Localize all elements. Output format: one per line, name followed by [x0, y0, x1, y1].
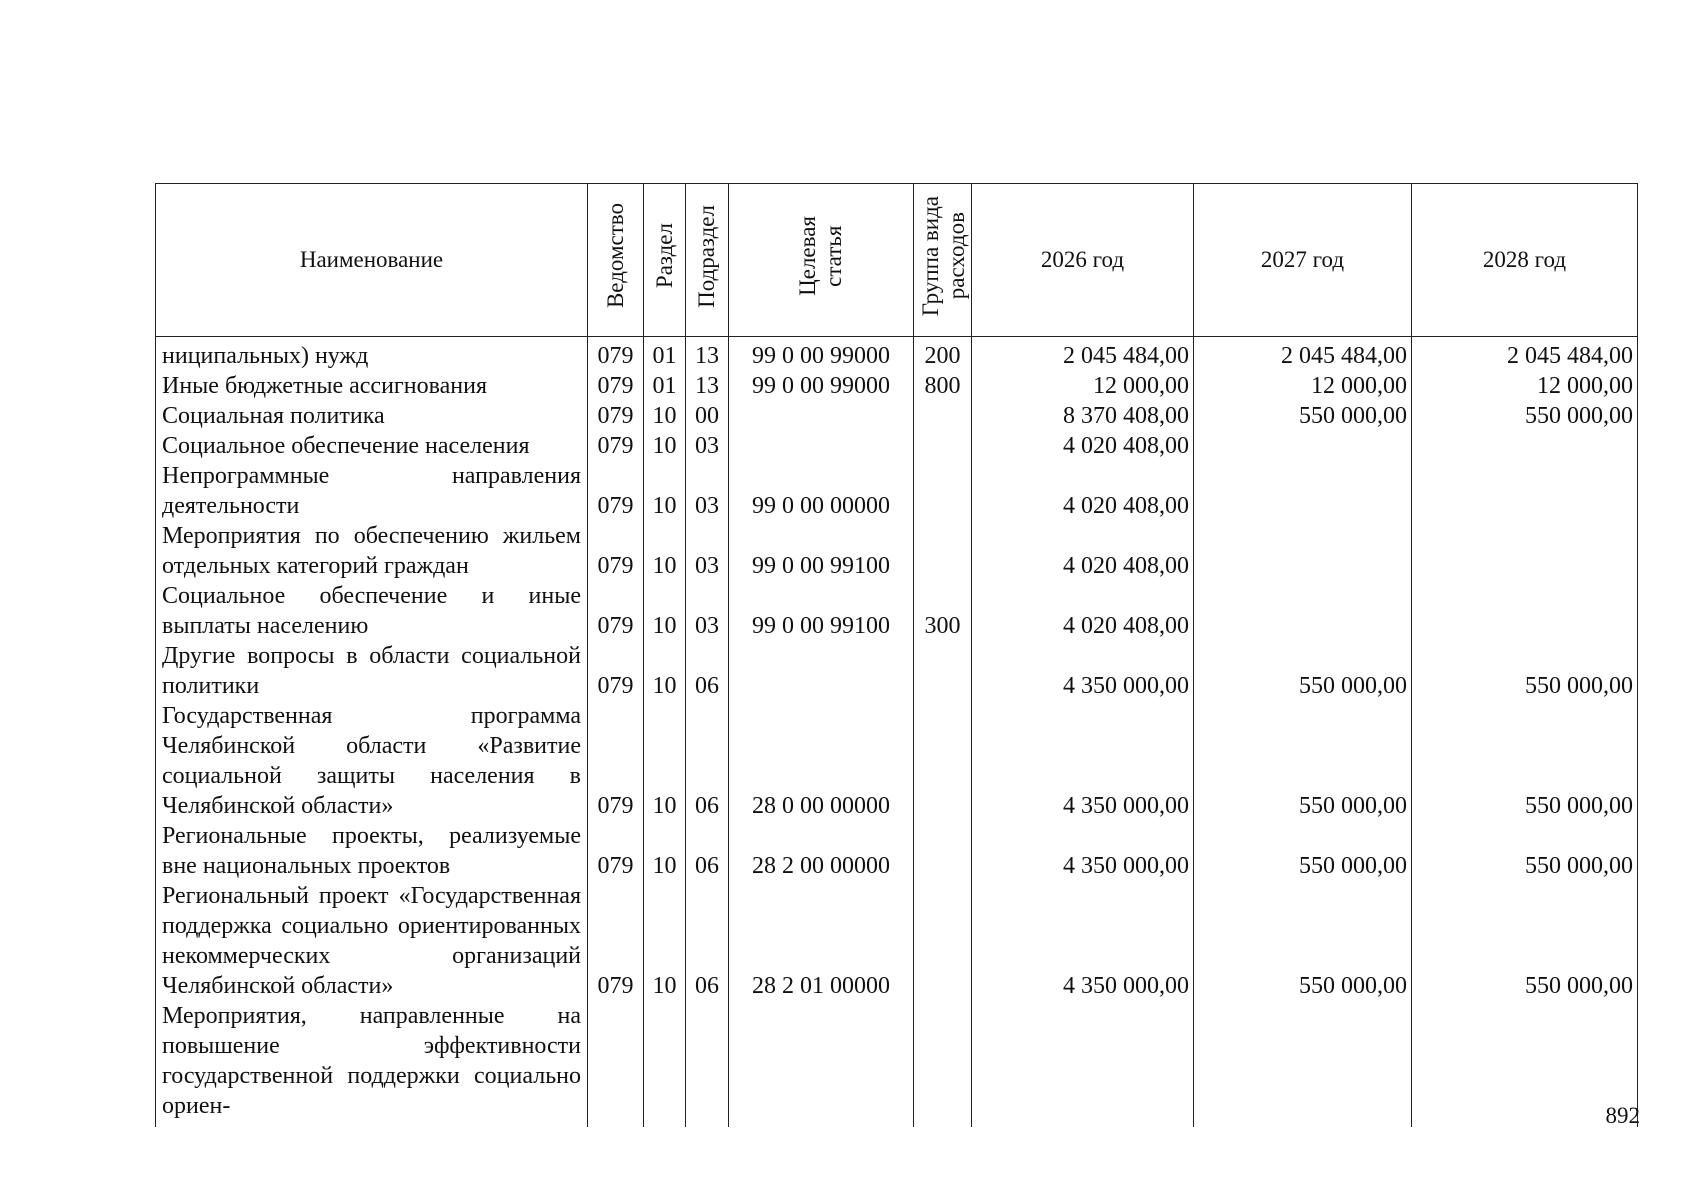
- row-target: 28 2 00 00000: [729, 821, 914, 881]
- row-target: 99 0 00 99000: [729, 337, 914, 372]
- row-razdel: 10: [644, 401, 686, 431]
- row-2026: 8 370 408,00: [972, 401, 1194, 431]
- row-vedomstvo: 079: [588, 881, 644, 1001]
- row-group: 300: [914, 581, 972, 641]
- row-name: Мероприятия по обеспечению жильем отдельных категорий граждан: [156, 521, 588, 581]
- row-2026: 4 350 000,00: [972, 641, 1194, 701]
- header-target-line1: Целевая: [795, 216, 820, 296]
- header-razdel: [644, 184, 686, 337]
- row-vedomstvo: 079: [588, 431, 644, 461]
- row-vedomstvo: 079: [588, 581, 644, 641]
- row-vedomstvo: [588, 1001, 644, 1127]
- row-vedomstvo: 079: [588, 401, 644, 431]
- budget-table: [155, 183, 1638, 1127]
- header-vedomstvo: [588, 184, 644, 337]
- row-podrazdel: 06: [686, 881, 729, 1001]
- row-podrazdel: 06: [686, 821, 729, 881]
- row-podrazdel: 13: [686, 337, 729, 372]
- row-vedomstvo: 079: [588, 521, 644, 581]
- table-row: [156, 641, 1638, 701]
- row-group: 800: [914, 371, 972, 401]
- row-2027: [1194, 581, 1412, 641]
- row-2028: 550 000,00: [1412, 641, 1638, 701]
- row-podrazdel: 03: [686, 521, 729, 581]
- row-target: 99 0 00 99000: [729, 371, 914, 401]
- row-target: 28 2 01 00000: [729, 881, 914, 1001]
- row-target: 99 0 00 00000: [729, 461, 914, 521]
- row-target: [729, 401, 914, 431]
- table-row: [156, 821, 1638, 881]
- header-group-line1: Группа вида: [918, 195, 943, 317]
- row-vedomstvo: 079: [588, 641, 644, 701]
- table-row: [156, 401, 1638, 431]
- header-target-label: [795, 216, 847, 296]
- row-2026: 4 020 408,00: [972, 461, 1194, 521]
- row-2026: 2 045 484,00: [972, 337, 1194, 372]
- row-razdel: 10: [644, 581, 686, 641]
- row-razdel: 01: [644, 371, 686, 401]
- header-group-line2: расходов: [944, 212, 969, 300]
- row-name: Региональные проекты, реализуемые вне национальных проектов: [156, 821, 588, 881]
- row-2028: 550 000,00: [1412, 881, 1638, 1001]
- row-group: [914, 641, 972, 701]
- row-group: [914, 401, 972, 431]
- table-row: [156, 431, 1638, 461]
- row-2026: [972, 1001, 1194, 1127]
- row-podrazdel: 06: [686, 701, 729, 821]
- row-podrazdel: 00: [686, 401, 729, 431]
- row-target: [729, 431, 914, 461]
- row-vedomstvo: 079: [588, 821, 644, 881]
- row-razdel: 01: [644, 337, 686, 372]
- header-razdel-label: Раздел: [651, 223, 677, 289]
- row-2028: [1412, 521, 1638, 581]
- row-name: Государственная программа Челябинской области «Развитие социальной защиты населения в Челябинской области»: [156, 701, 588, 821]
- row-name: Социальное обеспечение и иные выплаты населению: [156, 581, 588, 641]
- row-2028: [1412, 581, 1638, 641]
- row-group: [914, 881, 972, 1001]
- row-target: [729, 641, 914, 701]
- row-target: 99 0 00 99100: [729, 521, 914, 581]
- row-name: Другие вопросы в области социальной политики: [156, 641, 588, 701]
- table-row: [156, 701, 1638, 821]
- row-group: 200: [914, 337, 972, 372]
- row-target: [729, 1001, 914, 1127]
- table-header-row: [156, 184, 1638, 337]
- row-razdel: 10: [644, 521, 686, 581]
- row-2026: 4 350 000,00: [972, 701, 1194, 821]
- row-2028: 12 000,00: [1412, 371, 1638, 401]
- row-target: 28 0 00 00000: [729, 701, 914, 821]
- row-2026: 4 020 408,00: [972, 431, 1194, 461]
- table-row: [156, 881, 1638, 1001]
- row-2027: 550 000,00: [1194, 821, 1412, 881]
- table-row: [156, 1001, 1638, 1127]
- row-name: Непрограммные направления деятельности: [156, 461, 588, 521]
- row-2026: 4 350 000,00: [972, 881, 1194, 1001]
- table-row: [156, 461, 1638, 521]
- row-name: Социальная политика: [156, 401, 588, 431]
- row-2028: [1412, 461, 1638, 521]
- row-podrazdel: 03: [686, 461, 729, 521]
- row-2027: 550 000,00: [1194, 701, 1412, 821]
- row-vedomstvo: 079: [588, 701, 644, 821]
- row-razdel: 10: [644, 881, 686, 1001]
- row-razdel: 10: [644, 821, 686, 881]
- row-vedomstvo: 079: [588, 461, 644, 521]
- header-podrazdel-label: Подраздел: [694, 204, 719, 308]
- table-body: [156, 337, 1638, 1128]
- row-razdel: 10: [644, 431, 686, 461]
- row-2028: [1412, 431, 1638, 461]
- row-2028: 550 000,00: [1412, 401, 1638, 431]
- row-2026: 12 000,00: [972, 371, 1194, 401]
- table-row: [156, 371, 1638, 401]
- row-2026: 4 350 000,00: [972, 821, 1194, 881]
- row-group: [914, 431, 972, 461]
- row-group: [914, 1001, 972, 1127]
- header-target-line2: статья: [821, 225, 846, 287]
- header-group-label: [918, 196, 970, 316]
- row-2027: 2 045 484,00: [1194, 337, 1412, 372]
- row-name: Иные бюджетные ассигнования: [156, 371, 588, 401]
- header-name: Наименование: [156, 184, 588, 337]
- row-2028: 550 000,00: [1412, 701, 1638, 821]
- header-vedomstvo-label: Ведомство: [602, 203, 628, 309]
- row-razdel: 10: [644, 461, 686, 521]
- header-2026: 2026 год: [972, 184, 1194, 337]
- table-row: [156, 521, 1638, 581]
- row-2028: 550 000,00: [1412, 821, 1638, 881]
- row-group: [914, 701, 972, 821]
- row-razdel: 10: [644, 641, 686, 701]
- row-2027: [1194, 1001, 1412, 1127]
- row-2026: 4 020 408,00: [972, 521, 1194, 581]
- row-group: [914, 821, 972, 881]
- row-2027: 550 000,00: [1194, 401, 1412, 431]
- row-vedomstvo: 079: [588, 337, 644, 372]
- row-razdel: 10: [644, 701, 686, 821]
- row-name: Социальное обеспечение населения: [156, 431, 588, 461]
- row-podrazdel: 03: [686, 431, 729, 461]
- row-name: Мероприятия, направленные на повышение эффективности государственной поддержки социально ориен-: [156, 1001, 588, 1127]
- header-2028: 2028 год: [1412, 184, 1638, 337]
- table-row: [156, 581, 1638, 641]
- row-2028: 2 045 484,00: [1412, 337, 1638, 372]
- row-podrazdel: 13: [686, 371, 729, 401]
- row-group: [914, 461, 972, 521]
- row-target: 99 0 00 99100: [729, 581, 914, 641]
- row-name: Региональный проект «Государственная поддержка социально ориентированных некоммерческих организаций Челябинской области»: [156, 881, 588, 1001]
- row-group: [914, 521, 972, 581]
- row-name: ниципальных) нужд: [156, 337, 588, 372]
- page-number: 892: [1605, 1103, 1640, 1128]
- row-2027: 550 000,00: [1194, 641, 1412, 701]
- row-2027: 12 000,00: [1194, 371, 1412, 401]
- row-vedomstvo: 079: [588, 371, 644, 401]
- header-target: [729, 184, 914, 337]
- row-razdel: [644, 1001, 686, 1127]
- row-2027: 550 000,00: [1194, 881, 1412, 1001]
- table-row: [156, 337, 1638, 372]
- header-2027: 2027 год: [1194, 184, 1412, 337]
- row-2027: [1194, 461, 1412, 521]
- row-2027: [1194, 521, 1412, 581]
- row-2027: [1194, 431, 1412, 461]
- header-group: [914, 184, 972, 337]
- row-podrazdel: 06: [686, 641, 729, 701]
- row-podrazdel: 03: [686, 581, 729, 641]
- row-podrazdel: [686, 1001, 729, 1127]
- header-podrazdel: [686, 184, 729, 337]
- row-2026: 4 020 408,00: [972, 581, 1194, 641]
